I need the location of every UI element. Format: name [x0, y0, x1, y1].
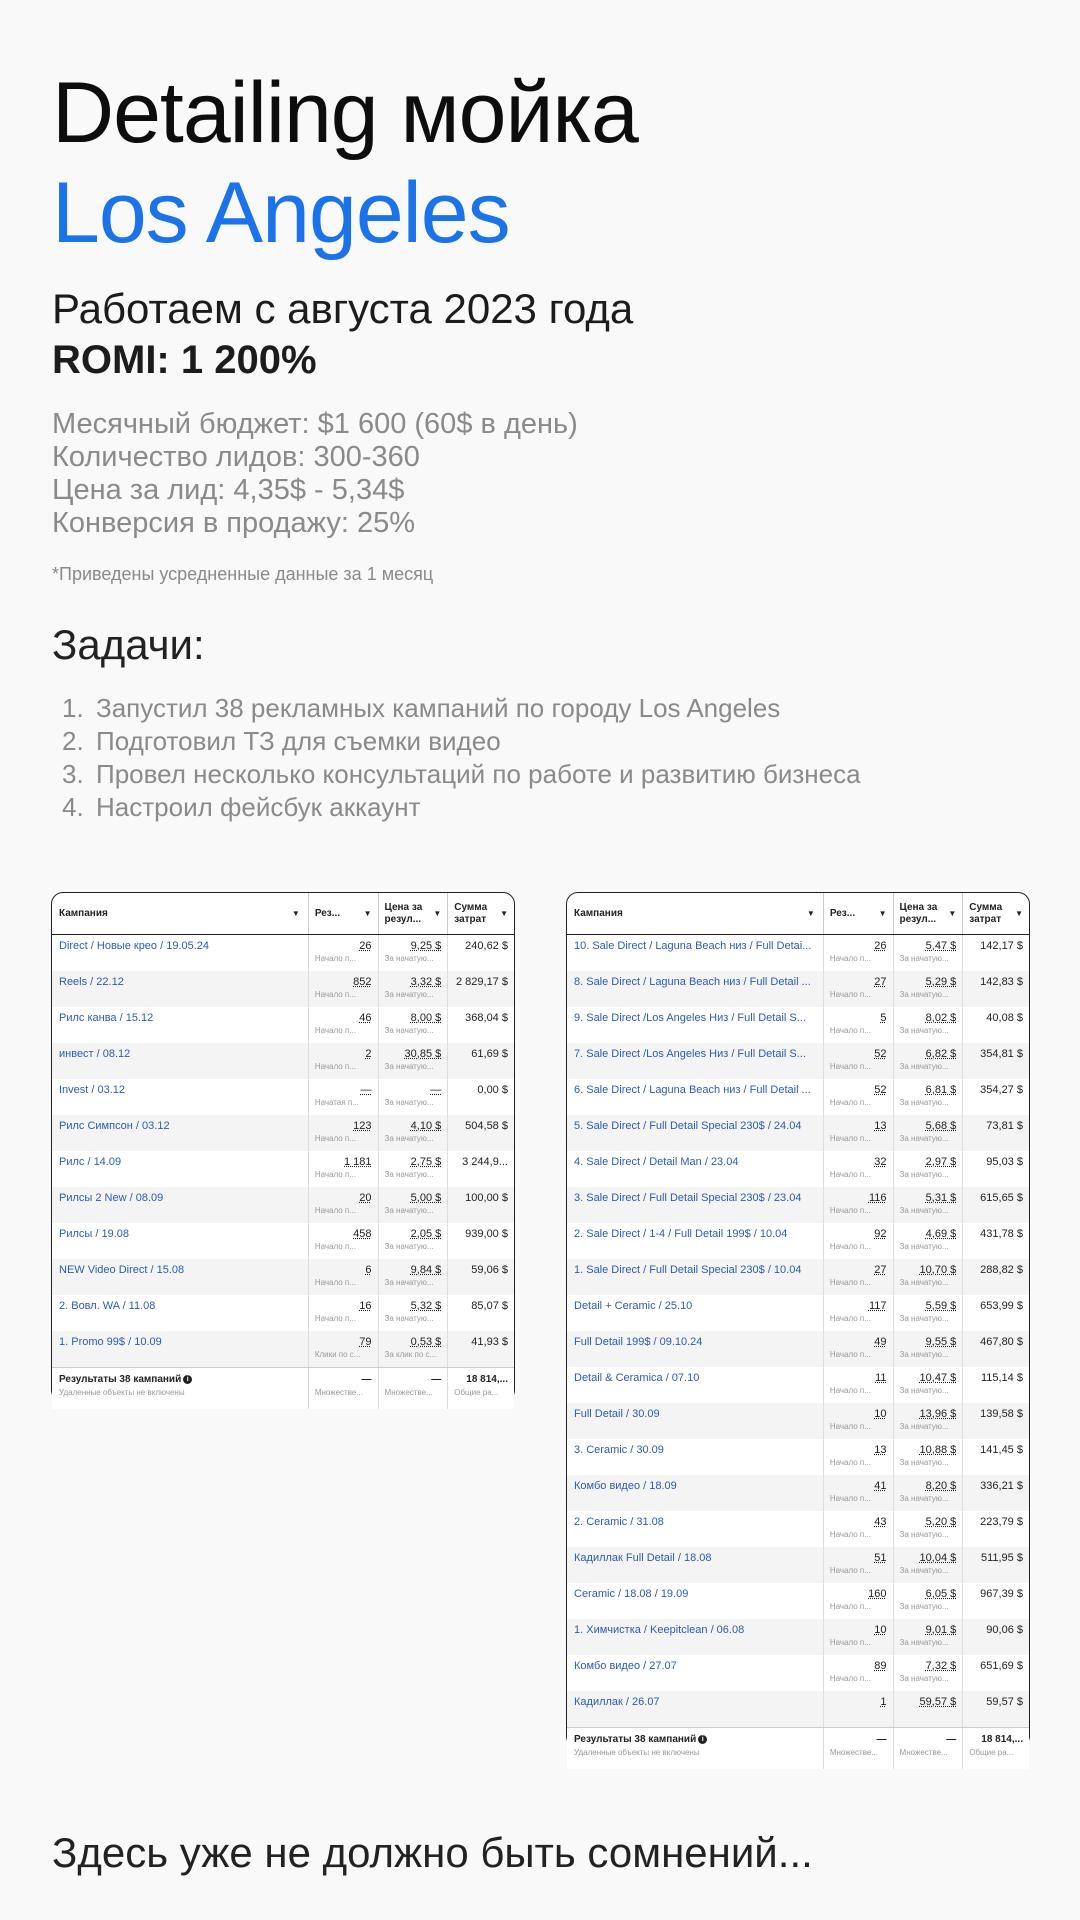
table-footer-totals: Результаты 38 кампаний i Удаленные объекты не включены — Множестве... — Множестве... 18 814,... Общие ра...: [567, 1727, 1029, 1769]
campaign-name-link[interactable]: Комбо видео / 27.07: [567, 1655, 824, 1691]
campaign-name-link[interactable]: Рилс канва / 15.12: [52, 1007, 309, 1043]
campaign-name-link[interactable]: Full Detail 199$ / 09.10.24: [567, 1331, 824, 1367]
results-cell: 46 Начало п...: [309, 1007, 379, 1043]
spent-cell: 240,62 $: [465, 940, 508, 952]
table-row[interactable]: [567, 1511, 1029, 1547]
campaign-name-link[interactable]: NEW Video Direct / 15.08: [52, 1259, 309, 1295]
results-cell: 79 Клики по с...: [309, 1331, 379, 1367]
stat-leads: Количество лидов: 300-360: [52, 441, 420, 473]
campaign-name-link[interactable]: Invest / 03.12: [52, 1079, 309, 1115]
table-row[interactable]: [52, 935, 514, 971]
task-item: 1. Запустил 38 рекламных кампаний по городу Los Angeles: [62, 693, 781, 723]
campaign-table-right: [566, 892, 1030, 1757]
results-cell: 26 Начало п...: [309, 935, 379, 971]
spent-cell: 59,57 $: [986, 1696, 1023, 1708]
stat-cpl: Цена за лид: 4,35$ - 5,34$: [52, 474, 405, 506]
spent-cell: 85,07 $: [471, 1300, 508, 1312]
results-cell: 92 Начало п...: [824, 1223, 894, 1259]
spent-cell: 142,17 $: [980, 940, 1023, 952]
spent-cell: 354,27 $: [980, 1084, 1023, 1096]
cost-cell: 6,05 $ За начатую...: [894, 1583, 964, 1619]
cost-cell: 59,57 $: [894, 1691, 964, 1727]
table-row[interactable]: [567, 1295, 1029, 1331]
column-cost-per-result[interactable]: Цена за резул... ▼: [379, 893, 449, 934]
cost-cell: 13,96 $ За начатую...: [894, 1403, 964, 1439]
info-icon[interactable]: i: [698, 1735, 707, 1744]
table-row[interactable]: [567, 1151, 1029, 1187]
results-cell: 6 Начало п...: [309, 1259, 379, 1295]
sort-caret-icon[interactable]: ▼: [1015, 909, 1023, 918]
sort-caret-icon[interactable]: ▼: [433, 909, 442, 918]
spent-cell: 115,14 $: [980, 1372, 1023, 1384]
results-cell: 458 Начало п...: [309, 1223, 379, 1259]
campaign-name-link[interactable]: 5. Sale Direct / Full Detail Special 230$ / 24.04: [567, 1115, 824, 1151]
campaign-name-link[interactable]: Рилсы 2 New / 08.09: [52, 1187, 309, 1223]
results-cell: 852 Начало п...: [309, 971, 379, 1007]
campaign-name-link[interactable]: Рилс / 14.09: [52, 1151, 309, 1187]
campaign-name-link[interactable]: инвест / 08.12: [52, 1043, 309, 1079]
spent-cell: 967,39 $: [980, 1588, 1023, 1600]
campaign-name-link[interactable]: Detail & Ceramica / 07.10: [567, 1367, 824, 1403]
table-row[interactable]: [52, 1187, 514, 1223]
cost-cell: 30,85 $ За начатую...: [379, 1043, 449, 1079]
table-row[interactable]: [52, 971, 514, 1007]
spent-cell: 61,69 $: [471, 1048, 508, 1060]
spent-cell: 139,58 $: [980, 1408, 1023, 1420]
spent-cell: 368,04 $: [465, 1012, 508, 1024]
spent-cell: 59,06 $: [471, 1264, 508, 1276]
campaign-name-link[interactable]: 1. Sale Direct / Full Detail Special 230$ / 10.04: [567, 1259, 824, 1295]
campaign-name-link[interactable]: 7. Sale Direct /Los Angeles Низ / Full Detail S...: [567, 1043, 824, 1079]
results-cell: 117 Начало п...: [824, 1295, 894, 1331]
table-row[interactable]: [567, 1223, 1029, 1259]
campaign-name-link[interactable]: Reels / 22.12: [52, 971, 309, 1007]
table-row[interactable]: [52, 1115, 514, 1151]
campaign-name-link[interactable]: 4. Sale Direct / Detail Man / 23.04: [567, 1151, 824, 1187]
table-header: [52, 893, 514, 935]
column-results[interactable]: Рез... ▼: [309, 893, 379, 934]
cost-cell: 5,47 $ За начатую...: [894, 935, 964, 971]
table-row[interactable]: [567, 1187, 1029, 1223]
cost-cell: 5,68 $ За начатую...: [894, 1115, 964, 1151]
stats-block: [52, 408, 578, 540]
table-body: [52, 935, 514, 1367]
results-cell: 51 Начало п...: [824, 1547, 894, 1583]
romi-text: ROMI: 1 200%: [52, 338, 317, 382]
table-row[interactable]: [567, 1583, 1029, 1619]
cost-cell: 5,32 $ За начатую...: [379, 1295, 449, 1331]
campaign-name-link[interactable]: Кадиллак / 26.07: [567, 1691, 824, 1727]
task-item: 3. Провел несколько консультаций по работе и развитию бизнеса: [62, 759, 861, 789]
sort-caret-icon[interactable]: ▼: [878, 909, 887, 918]
cost-cell: 9,55 $ За начатую...: [894, 1331, 964, 1367]
sort-caret-icon[interactable]: ▼: [291, 909, 300, 918]
table-row[interactable]: [52, 1259, 514, 1295]
spent-cell: 3 244,9...: [462, 1156, 508, 1168]
results-cell: 89 Начало п...: [824, 1655, 894, 1691]
task-item: 4. Настроил фейсбук аккаунт: [62, 792, 421, 822]
spent-cell: 615,65 $: [980, 1192, 1023, 1204]
results-cell: 10 Начало п...: [824, 1403, 894, 1439]
cost-cell: 5,29 $ За начатую...: [894, 971, 964, 1007]
cost-cell: 10,04 $ За начатую...: [894, 1547, 964, 1583]
spent-cell: 939,00 $: [465, 1228, 508, 1240]
spent-cell: 0,00 $: [477, 1084, 508, 1096]
campaign-name-link[interactable]: Кадиллак Full Detail / 18.08: [567, 1547, 824, 1583]
table-row[interactable]: [52, 1223, 514, 1259]
cost-cell: 2,97 $ За начатую...: [894, 1151, 964, 1187]
page-title: Detailing мойка: [52, 65, 638, 161]
results-cell: 52 Начало п...: [824, 1079, 894, 1115]
sort-caret-icon[interactable]: ▼: [363, 909, 372, 918]
results-cell: — Начатая п...: [309, 1079, 379, 1115]
table-row[interactable]: [52, 1079, 514, 1115]
since-text: Работаем с августа 2023 года: [52, 285, 634, 332]
spent-cell: 354,81 $: [980, 1048, 1023, 1060]
campaign-name-link[interactable]: Full Detail / 30.09: [567, 1403, 824, 1439]
campaign-name-link[interactable]: 2. Ceramic / 31.08: [567, 1511, 824, 1547]
cost-cell: 4,10 $ За начатую...: [379, 1115, 449, 1151]
campaign-name-link[interactable]: Рилсы / 19.08: [52, 1223, 309, 1259]
table-row[interactable]: [567, 1655, 1029, 1691]
campaign-name-link[interactable]: Комбо видео / 18.09: [567, 1475, 824, 1511]
spent-cell: 511,95 $: [980, 1552, 1023, 1564]
cost-cell: 8,02 $ За начатую...: [894, 1007, 964, 1043]
spent-cell: 142,83 $: [980, 976, 1023, 988]
results-cell: 1 181 Начало п...: [309, 1151, 379, 1187]
column-results[interactable]: Рез... ▼: [824, 893, 894, 934]
results-cell: 20 Начало п...: [309, 1187, 379, 1223]
results-cell: 27 Начало п...: [824, 971, 894, 1007]
results-cell: 13 Начало п...: [824, 1115, 894, 1151]
sort-caret-icon[interactable]: ▼: [806, 909, 815, 918]
campaign-table-left: [51, 892, 515, 1402]
results-cell: 2 Начало п...: [309, 1043, 379, 1079]
table-row[interactable]: [567, 1007, 1029, 1043]
stat-conversion: Конверсия в продажу: 25%: [52, 507, 416, 539]
results-cell: 11 Начало п...: [824, 1367, 894, 1403]
spent-cell: 467,80 $: [980, 1336, 1023, 1348]
table-header: [567, 893, 1029, 935]
table-row[interactable]: [567, 1475, 1029, 1511]
spent-cell: 90,06 $: [986, 1624, 1023, 1636]
spent-cell: 41,93 $: [471, 1336, 508, 1348]
results-cell: 32 Начало п...: [824, 1151, 894, 1187]
results-cell: 160 Начало п...: [824, 1583, 894, 1619]
cost-cell: 4,69 $ За начатую...: [894, 1223, 964, 1259]
campaign-name-link[interactable]: Detail + Ceramic / 25.10: [567, 1295, 824, 1331]
task-item: 2. Подготовил ТЗ для съемки видео: [62, 726, 501, 756]
campaign-name-link[interactable]: 3. Ceramic / 30.09: [567, 1439, 824, 1475]
campaign-name-link[interactable]: 2. Sale Direct / 1-4 / Full Detail 199$ / 10.04: [567, 1223, 824, 1259]
table-row[interactable]: [567, 1403, 1029, 1439]
results-cell: 43 Начало п...: [824, 1511, 894, 1547]
campaign-name-link[interactable]: Рилс Симпсон / 03.12: [52, 1115, 309, 1151]
spent-cell: 223,79 $: [980, 1516, 1023, 1528]
results-cell: 26 Начало п...: [824, 935, 894, 971]
table-row[interactable]: [567, 1079, 1029, 1115]
spent-cell: 40,08 $: [986, 1012, 1023, 1024]
results-cell: 10 Начало п...: [824, 1619, 894, 1655]
cost-cell: 0,53 $ За клик по с...: [379, 1331, 449, 1367]
results-cell: 1: [824, 1691, 894, 1727]
spent-cell: 336,21 $: [980, 1480, 1023, 1492]
results-cell: 16 Начало п...: [309, 1295, 379, 1331]
closing-text: Здесь уже не должно быть сомнений...: [52, 1829, 813, 1876]
info-icon[interactable]: i: [183, 1375, 192, 1384]
column-campaign[interactable]: Кампания ▼: [52, 893, 309, 934]
results-cell: 41 Начало п...: [824, 1475, 894, 1511]
footnote: *Приведены усредненные данные за 1 месяц: [52, 564, 434, 584]
campaign-name-link[interactable]: 10. Sale Direct / Laguna Beach низ / Full Detai...: [567, 935, 824, 971]
cost-cell: 2,05 $ За начатую...: [379, 1223, 449, 1259]
table-row[interactable]: [52, 1007, 514, 1043]
table-row[interactable]: [567, 1439, 1029, 1475]
cost-cell: 6,82 $ За начатую...: [894, 1043, 964, 1079]
cost-cell: — За начатую...: [379, 1079, 449, 1115]
results-cell: 52 Начало п...: [824, 1043, 894, 1079]
page-subtitle-city: Los Angeles: [52, 165, 510, 261]
stat-budget: Месячный бюджет: $1 600 (60$ в день): [52, 408, 578, 440]
column-cost-per-result[interactable]: Цена за резул... ▼: [894, 893, 964, 934]
spent-cell: 288,82 $: [980, 1264, 1023, 1276]
table-row[interactable]: [567, 1367, 1029, 1403]
table-row[interactable]: [567, 1547, 1029, 1583]
cost-cell: 6,81 $ За начатую...: [894, 1079, 964, 1115]
spent-cell: 504,58 $: [465, 1120, 508, 1132]
cost-cell: 2,75 $ За начатую...: [379, 1151, 449, 1187]
cost-cell: 10,88 $ За начатую...: [894, 1439, 964, 1475]
column-amount-spent[interactable]: Сумма затрат ▼: [454, 901, 508, 925]
spent-cell: 95,03 $: [986, 1156, 1023, 1168]
campaign-name-link[interactable]: 2. Вовл. WA / 11.08: [52, 1295, 309, 1331]
table-row[interactable]: [567, 1115, 1029, 1151]
table-row[interactable]: [52, 1043, 514, 1079]
cost-cell: 5,20 $ За начатую...: [894, 1511, 964, 1547]
results-cell: 123 Начало п...: [309, 1115, 379, 1151]
results-cell: 49 Начало п...: [824, 1331, 894, 1367]
table-row[interactable]: [567, 1691, 1029, 1727]
spent-cell: 651,69 $: [980, 1660, 1023, 1672]
cost-cell: 9,25 $ За начатую...: [379, 935, 449, 971]
cost-cell: 5,31 $ За начатую...: [894, 1187, 964, 1223]
sort-caret-icon[interactable]: ▼: [948, 909, 957, 918]
table-row[interactable]: [567, 1259, 1029, 1295]
campaign-name-link[interactable]: Direct / Новые крео / 19.05.24: [52, 935, 309, 971]
tasks-list: [62, 692, 882, 824]
campaign-name-link[interactable]: 9. Sale Direct /Los Angeles Низ / Full Detail S...: [567, 1007, 824, 1043]
table-body: [567, 935, 1029, 1727]
spent-cell: 653,99 $: [980, 1300, 1023, 1312]
table-footer-totals: Результаты 38 кампаний i Удаленные объекты не включены — Множестве... — Множестве... 18 814,... Общие ра...: [52, 1367, 514, 1409]
campaign-name-link[interactable]: Ceramic / 18.08 / 19.09: [567, 1583, 824, 1619]
cost-cell: 7,32 $ За начатую...: [894, 1655, 964, 1691]
cost-cell: 9,01 $ За начатую...: [894, 1619, 964, 1655]
cost-cell: 8,20 $ За начатую...: [894, 1475, 964, 1511]
spent-cell: 73,81 $: [986, 1120, 1023, 1132]
table-row[interactable]: [567, 1619, 1029, 1655]
results-cell: 27 Начало п...: [824, 1259, 894, 1295]
campaign-name-link[interactable]: 6. Sale Direct / Laguna Beach низ / Full Detail ...: [567, 1079, 824, 1115]
spent-cell: 141,45 $: [980, 1444, 1023, 1456]
table-row[interactable]: [52, 1295, 514, 1331]
tasks-heading: Задачи:: [52, 621, 205, 668]
campaign-name-link[interactable]: 1. Химчистка / Keepitclean / 06.08: [567, 1619, 824, 1655]
campaign-name-link[interactable]: 8. Sale Direct / Laguna Beach низ / Full Detail ...: [567, 971, 824, 1007]
column-amount-spent[interactable]: Сумма затрат ▼: [969, 901, 1023, 925]
table-row[interactable]: [567, 1043, 1029, 1079]
table-row[interactable]: [567, 1331, 1029, 1367]
spent-cell: 431,78 $: [980, 1228, 1023, 1240]
cost-cell: 8,00 $ За начатую...: [379, 1007, 449, 1043]
results-cell: 116 Начало п...: [824, 1187, 894, 1223]
cost-cell: 10,70 $ За начатую...: [894, 1259, 964, 1295]
cost-cell: 5,59 $ За начатую...: [894, 1295, 964, 1331]
spent-cell: 2 829,17 $: [455, 976, 508, 988]
campaign-name-link[interactable]: 3. Sale Direct / Full Detail Special 230$ / 23.04: [567, 1187, 824, 1223]
cost-cell: 9,84 $ За начатую...: [379, 1259, 449, 1295]
table-row[interactable]: [567, 935, 1029, 971]
column-campaign[interactable]: Кампания ▼: [567, 893, 824, 934]
spent-cell: 100,00 $: [465, 1192, 508, 1204]
results-cell: 5 Начало п...: [824, 1007, 894, 1043]
campaign-name-link[interactable]: 1. Promo 99$ / 10.09: [52, 1331, 309, 1367]
cost-cell: 10,47 $ За начатую...: [894, 1367, 964, 1403]
table-row[interactable]: [52, 1151, 514, 1187]
table-row[interactable]: [567, 971, 1029, 1007]
table-row[interactable]: [52, 1331, 514, 1367]
cost-cell: 3,32 $ За начатую...: [379, 971, 449, 1007]
cost-cell: 5,00 $ За начатую...: [379, 1187, 449, 1223]
sort-caret-icon[interactable]: ▼: [500, 909, 508, 918]
results-cell: 13 Начало п...: [824, 1439, 894, 1475]
